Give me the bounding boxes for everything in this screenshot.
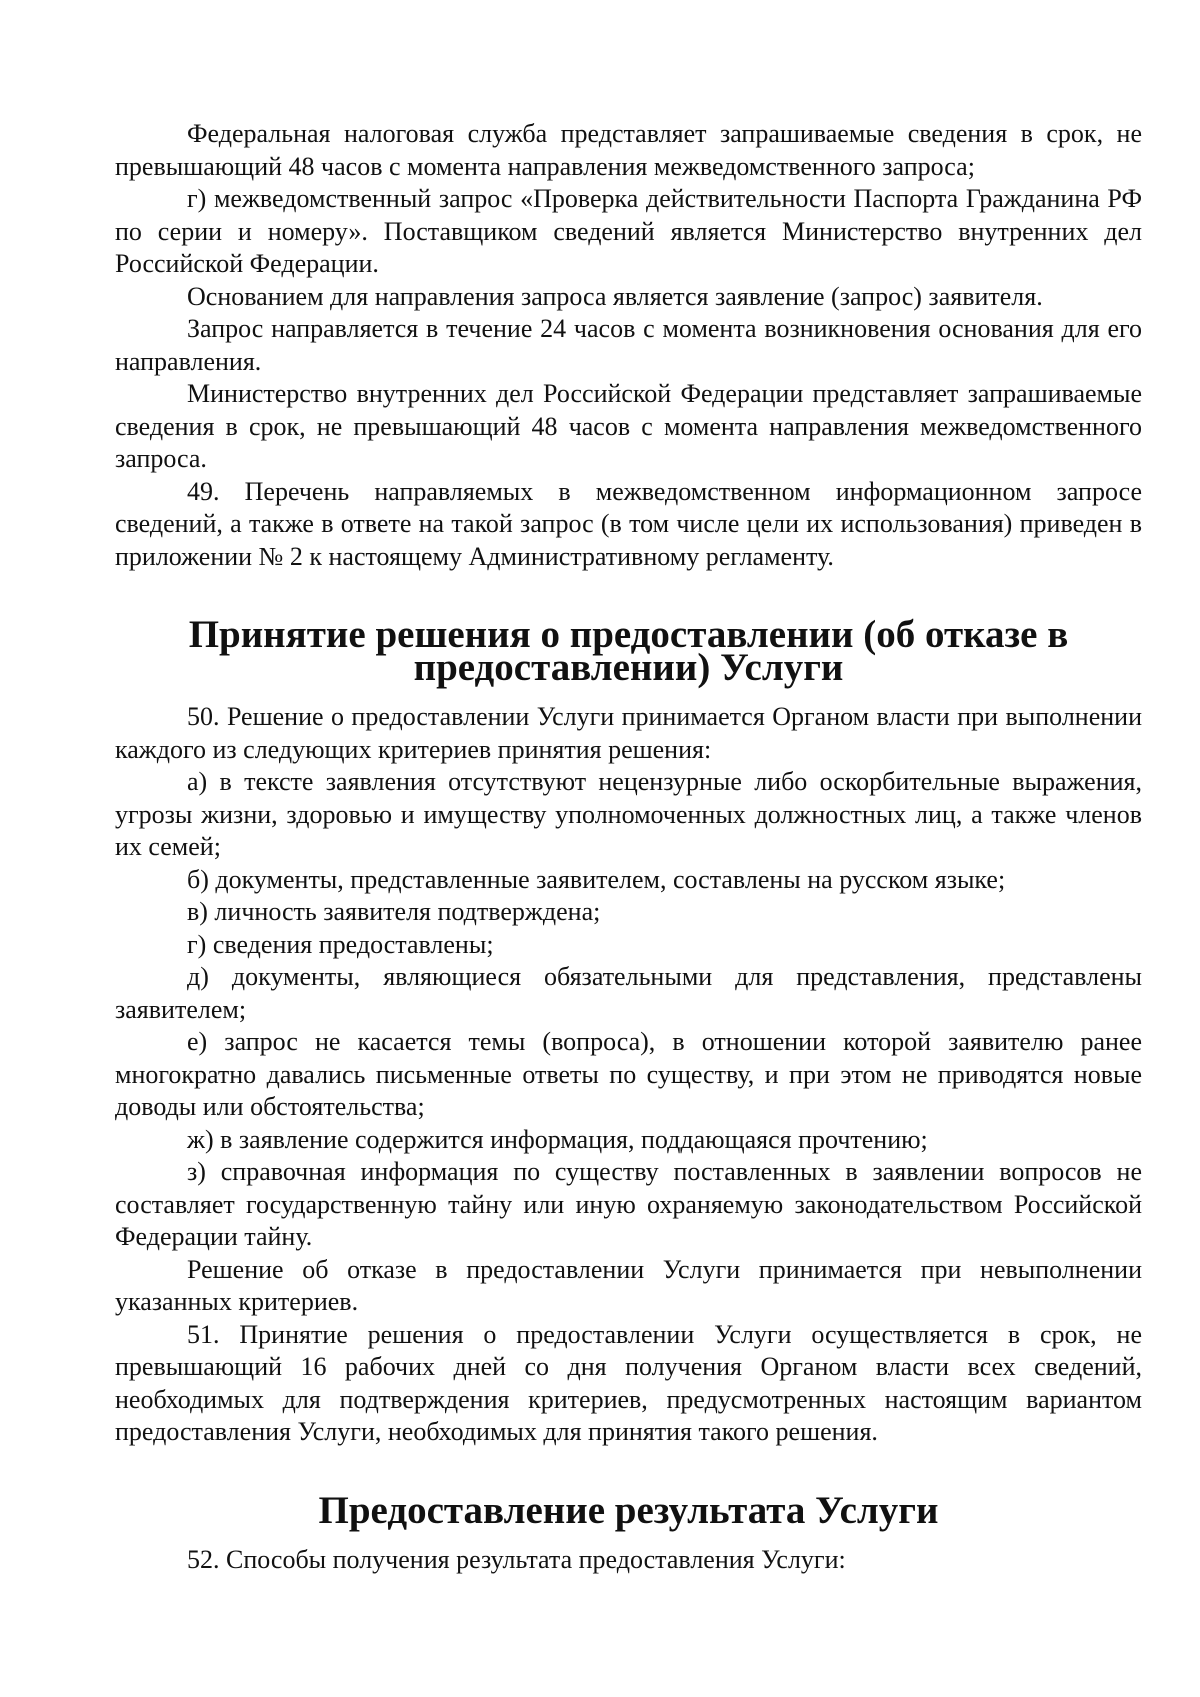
paragraph-refusal-decision: Решение об отказе в предоставлении Услуги принимается при невыполнении указанных критериев. xyxy=(115,1254,1142,1316)
paragraph-criterion-b: б) документы, представленные заявителем, составлены на русском языке; xyxy=(187,864,1006,894)
paragraph-criterion-a: а) в тексте заявления отсутствуют нецензурные либо оскорбительные выражения, угрозы жизни, здоровью и имуществу уполномоченных должностных лиц, а также членов их семей; xyxy=(115,767,1142,861)
paragraph-request-term: Запрос направляется в течение 24 часов с момента возникновения основания для его направления. xyxy=(115,314,1142,376)
paragraph-criterion-e: е) запрос не касается темы (вопроса), в отношении которой заявителю ранее многократно давались письменные ответы по существу, и при этом не приводятся новые доводы или обстоятельства; xyxy=(115,1027,1142,1121)
paragraph-criterion-z: з) справочная информация по существу поставленных в заявлении вопросов не составляет государственную тайну или иную охраняемую законодательством Российской Федерации тайну. xyxy=(115,1157,1142,1251)
paragraph-fns-response-term: Федеральная налоговая служба представляет запрашиваемые сведения в срок, не превышающий 48 часов с момента направления межведомственного запроса; xyxy=(115,119,1142,181)
section-heading-result: Предоставление результата Услуги xyxy=(318,1488,939,1532)
section-heading-decision: Принятие решения о предоставлении (об отказе в предоставлении) Услуги xyxy=(188,613,1069,689)
paragraph-passport-check-request: г) межведомственный запрос «Проверка действительности Паспорта Гражданина РФ по серии и номеру». Поставщиком сведений является Министерство внутренних дел Российской Федерации. xyxy=(115,184,1142,278)
paragraph-49: 49. Перечень направляемых в межведомственном информационном запросе сведений, а также в ответе на такой запрос (в том числе цели их использования) приведен в приложении № 2 к настоящему Административному регламенту. xyxy=(115,476,1142,571)
paragraph-mvd-response-term: Министерство внутренних дел Российской Федерации представляет запрашиваемые сведения в срок, не превышающий 48 часов с момента направления межведомственного запроса. xyxy=(115,379,1142,473)
paragraph-request-basis: Основанием для направления запроса является заявление (запрос) заявителя. xyxy=(187,281,1043,311)
paragraph-criterion-v: в) личность заявителя подтверждена; xyxy=(187,897,601,926)
paragraph-50: 50. Решение о предоставлении Услуги принимается Органом власти при выполнении каждого из следующих критериев принятия решения: xyxy=(115,702,1142,764)
document-body xyxy=(115,118,1142,1577)
paragraph-criterion-d: д) документы, являющиеся обязательными для представления, представлены заявителем; xyxy=(115,962,1142,1024)
paragraph-criterion-zh: ж) в заявление содержится информация, поддающаяся прочтению; xyxy=(187,1124,928,1154)
paragraph-51: 51. Принятие решения о предоставлении Услуги осуществляется в срок, не превышающий 16 рабочих дней со дня получения Органом власти всех сведений, необходимых для подтверждения критериев, предусмотренных настоящим вариантом предоставления Услуги, необходимых для принятия такого решения. xyxy=(115,1319,1142,1446)
paragraph-criterion-g: г) сведения предоставлены; xyxy=(187,929,494,959)
paragraph-52: 52. Способы получения результата предоставления Услуги: xyxy=(187,1545,846,1574)
